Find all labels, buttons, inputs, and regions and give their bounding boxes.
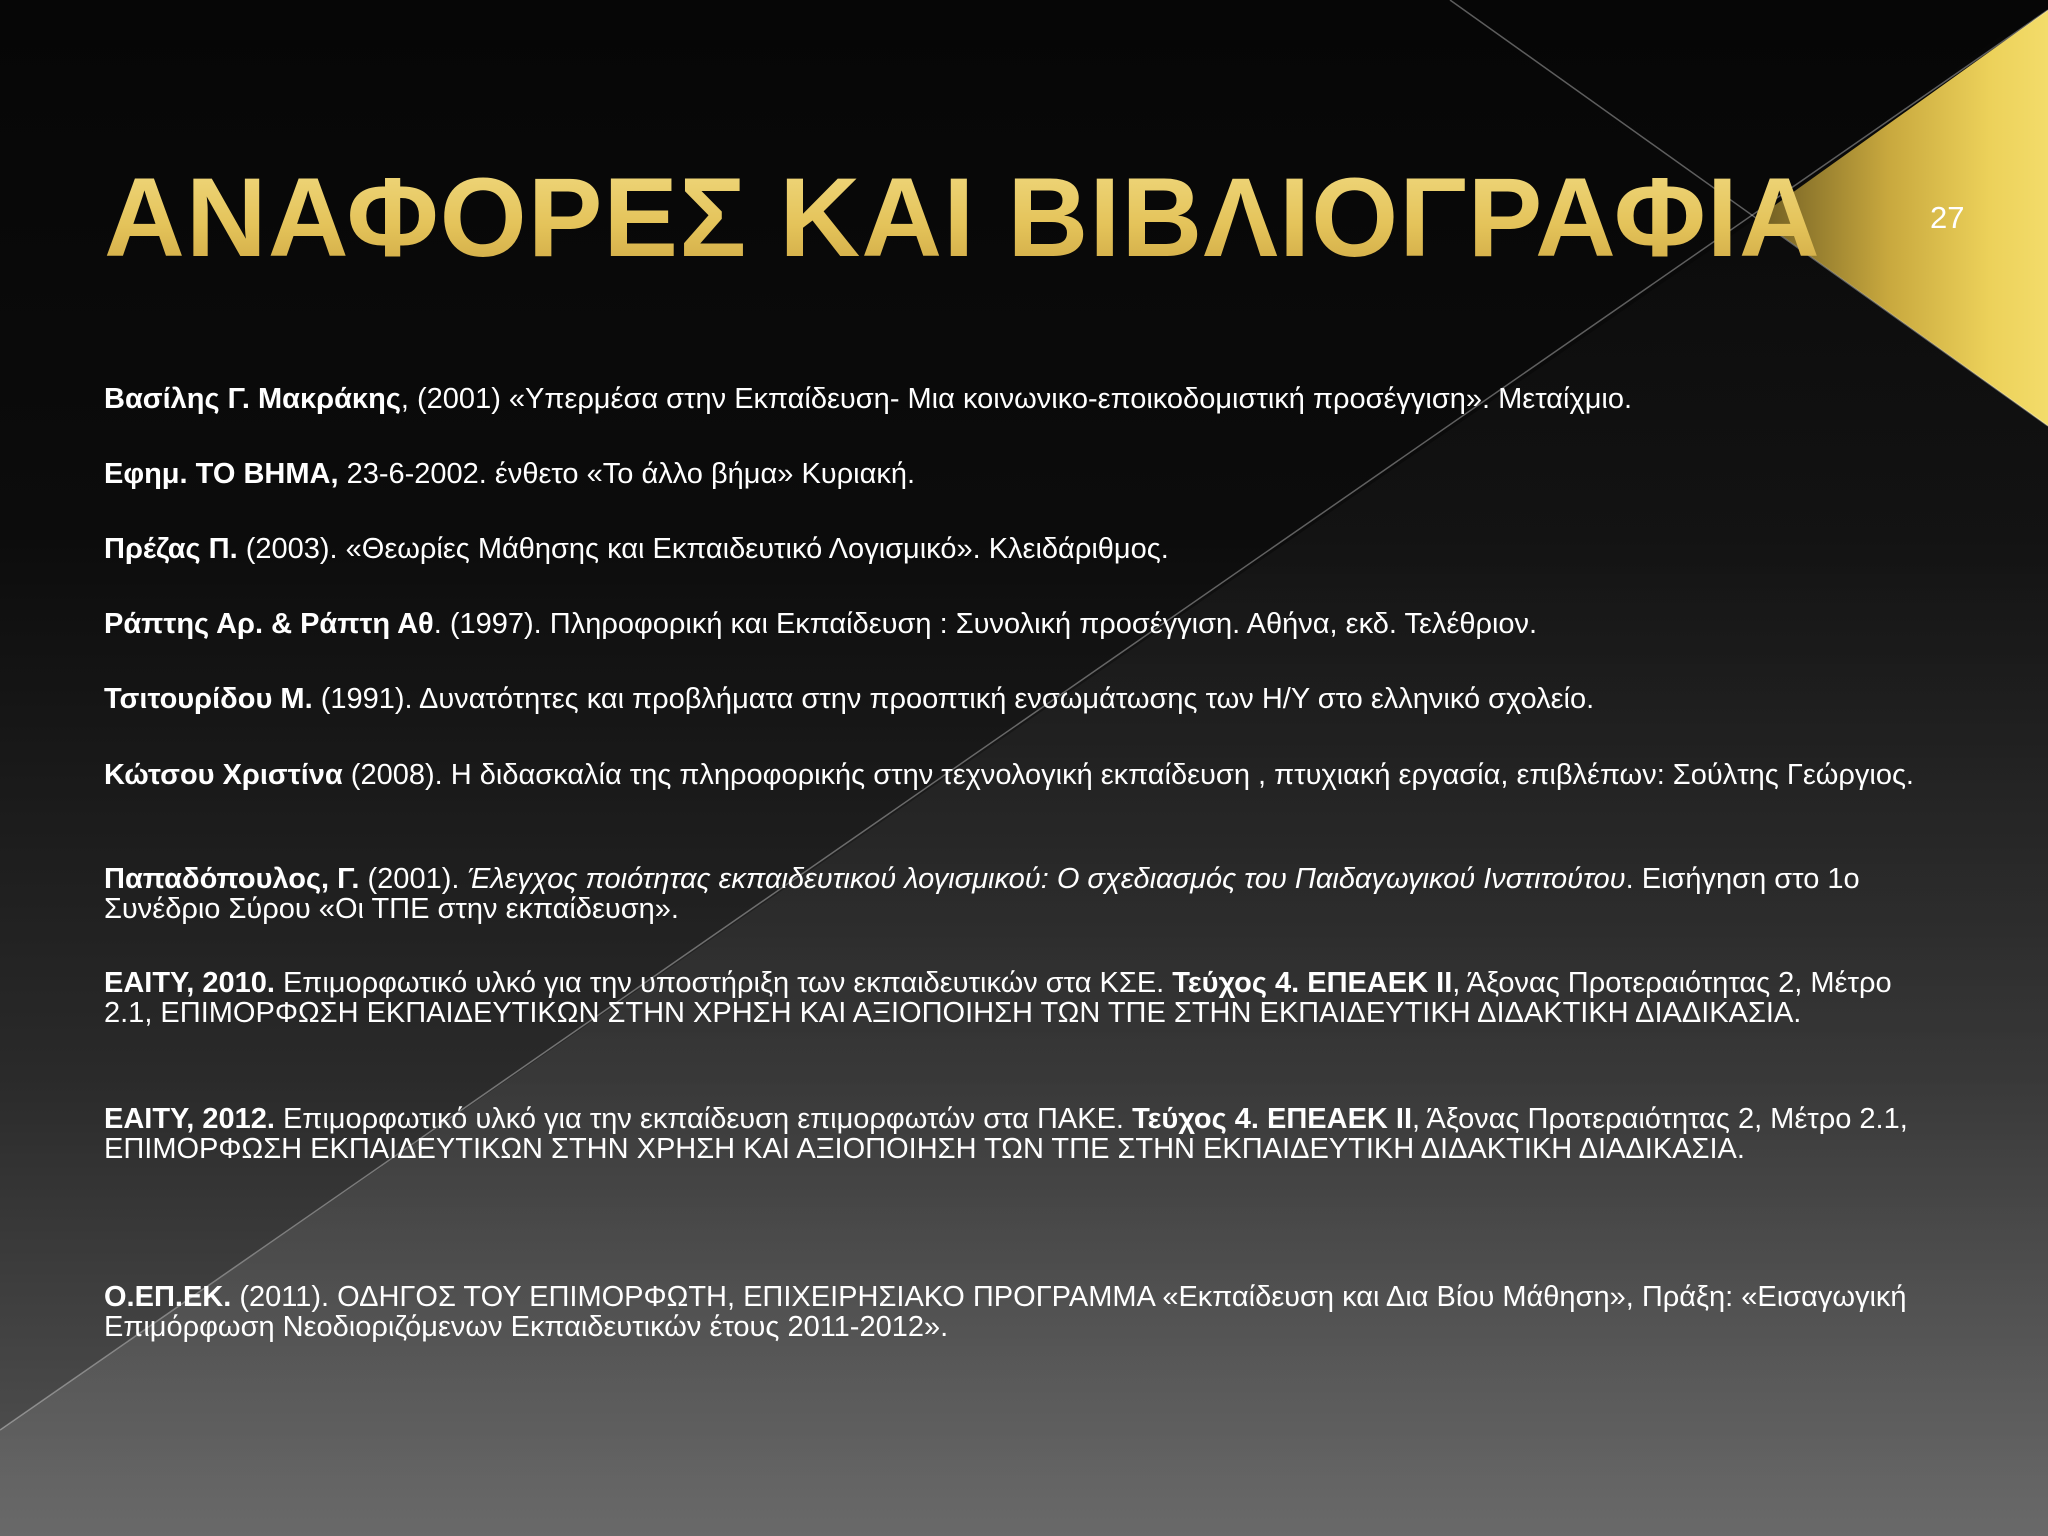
reference-text: Επιμορφωτικό υλκό για την υποστήριξη των εκπαιδευτικών στα ΚΣΕ.	[274, 967, 1173, 999]
reference-author: Κώτσου Χριστίνα	[104, 759, 343, 791]
reference-year: (2001).	[359, 863, 468, 895]
page-number: 27	[1930, 200, 1965, 235]
reference-text: . (1997). Πληροφορική και Εκπαίδευση : Συνολική προσέγγιση. Αθήνα, εκδ. Τελέθριον.	[433, 608, 1538, 640]
reference-author: Τσιτουρίδου Μ.	[104, 683, 313, 715]
reference-text: . Εισήγηση στο 1ο Συνέδριο Σύρου «Οι ΤΠΕ στην εκπαίδευση».	[104, 863, 1860, 925]
reference-text: (2003). «Θεωρίες Μάθησης και Εκπαιδευτικό Λογισμικό». Κλειδάριθμος.	[237, 533, 1169, 565]
reference-author: Εφημ. ΤΟ ΒΗΜΑ,	[104, 458, 339, 490]
reference-item	[104, 609, 1944, 639]
reference-text: (1991). Δυνατότητες και προβλήματα στην προοπτική ενσωμάτωσης των Η/Υ στο ελληνικό σχολείο.	[312, 683, 1595, 715]
reference-issue: Τεύχος 4. ΕΠΕΑΕΚ ΙΙ	[1132, 1103, 1413, 1135]
reference-author: Ράπτης Αρ. & Ράπτη Αθ	[104, 608, 434, 640]
reference-item	[104, 760, 1944, 790]
reference-text: (2011). ΟΔΗΓΟΣ ΤΟΥ ΕΠΙΜΟΡΦΩΤΗ, ΕΠΙΧΕΙΡΗΣΙΑΚΟ ΠΡΟΓΡΑΜΜΑ «Εκπαίδευση και Δια Βίου Μάθηση», Πράξη: «Εισαγωγική Επιμόρφωση Νεοδιοριζόμενων Εκπαιδευτικών έτους 2011-2012».	[104, 1281, 1907, 1343]
reference-author: Πρέζας Π.	[104, 533, 238, 565]
slide-title: ΑΝΑΦΟΡΕΣ ΚΑΙ ΒΙΒΛΙΟΓΡΑΦΙΑ	[104, 148, 1821, 288]
reference-text: , Άξονας Προτεραιότητας 2, Μέτρο 2.1, ΕΠΙΜΟΡΦΩΣΗ ΕΚΠΑΙΔΕΥΤΙΚΩΝ ΣΤΗΝ ΧΡΗΣΗ ΚΑΙ ΑΞΙΟΠΟΙΗΣΗ ΤΩΝ ΤΠΕ ΣΤΗΝ ΕΚΠΑΙΔΕΥΤΙΚΗ ΔΙΔΑΚΤΙΚΗ ΔΙΑΔΙΚΑΣΙΑ.	[104, 967, 1892, 1029]
reference-item	[104, 684, 1944, 714]
reference-item	[104, 459, 1944, 489]
reference-item	[104, 1282, 1944, 1342]
reference-text: 23-6-2002. ένθετο «Το άλλο βήμα» Κυριακή.	[338, 458, 916, 490]
reference-author: Παπαδόπουλος, Γ.	[104, 863, 360, 895]
reference-text: , Άξονας Προτεραιότητας 2, Μέτρο 2.1, ΕΠΙΜΟΡΦΩΣΗ ΕΚΠΑΙΔΕΥΤΙΚΩΝ ΣΤΗΝ ΧΡΗΣΗ ΚΑΙ ΑΞΙΟΠΟΙΗΣΗ ΤΩΝ ΤΠΕ ΣΤΗΝ ΕΚΠΑΙΔΕΥΤΙΚΗ ΔΙΔΑΚΤΙΚΗ ΔΙΑΔΙΚΑΣΙΑ.	[104, 1103, 1908, 1165]
reference-item	[104, 864, 1944, 924]
reference-text: Επιμορφωτικό υλκό για την εκπαίδευση επιμορφωτών στα ΠΑΚΕ.	[274, 1103, 1133, 1135]
reference-text: (2008). Η διδασκαλία της πληροφορικής στην τεχνολογική εκπαίδευση , πτυχιακή εργασία, επιβλέπων: Σούλτης Γεώργιος.	[342, 759, 1914, 791]
reference-author: Ο.ΕΠ.ΕΚ.	[104, 1281, 232, 1313]
reference-item	[104, 968, 1944, 1028]
reference-author: Βασίλης Γ. Μακράκης	[104, 383, 401, 415]
reference-issue: Τεύχος 4. ΕΠΕΑΕΚ ΙΙ	[1172, 967, 1453, 999]
reference-author: ΕΑΙΤΥ, 2010.	[104, 967, 275, 999]
reference-item	[104, 1104, 1944, 1164]
reference-item	[104, 384, 1944, 414]
reference-text: , (2001) «Υπερμέσα στην Εκπαίδευση- Μια κοινωνικο-εποικοδομιστική προσέγγιση». Μεταίχμιο.	[400, 383, 1633, 415]
reference-item	[104, 534, 1944, 564]
reference-title: Έλεγχος ποιότητας εκπαιδευτικού λογισμικού: Ο σχεδιασμός του Παιδαγωγικού Ινστιτούτου	[467, 863, 1626, 895]
reference-author: ΕΑΙΤΥ, 2012.	[104, 1103, 275, 1135]
